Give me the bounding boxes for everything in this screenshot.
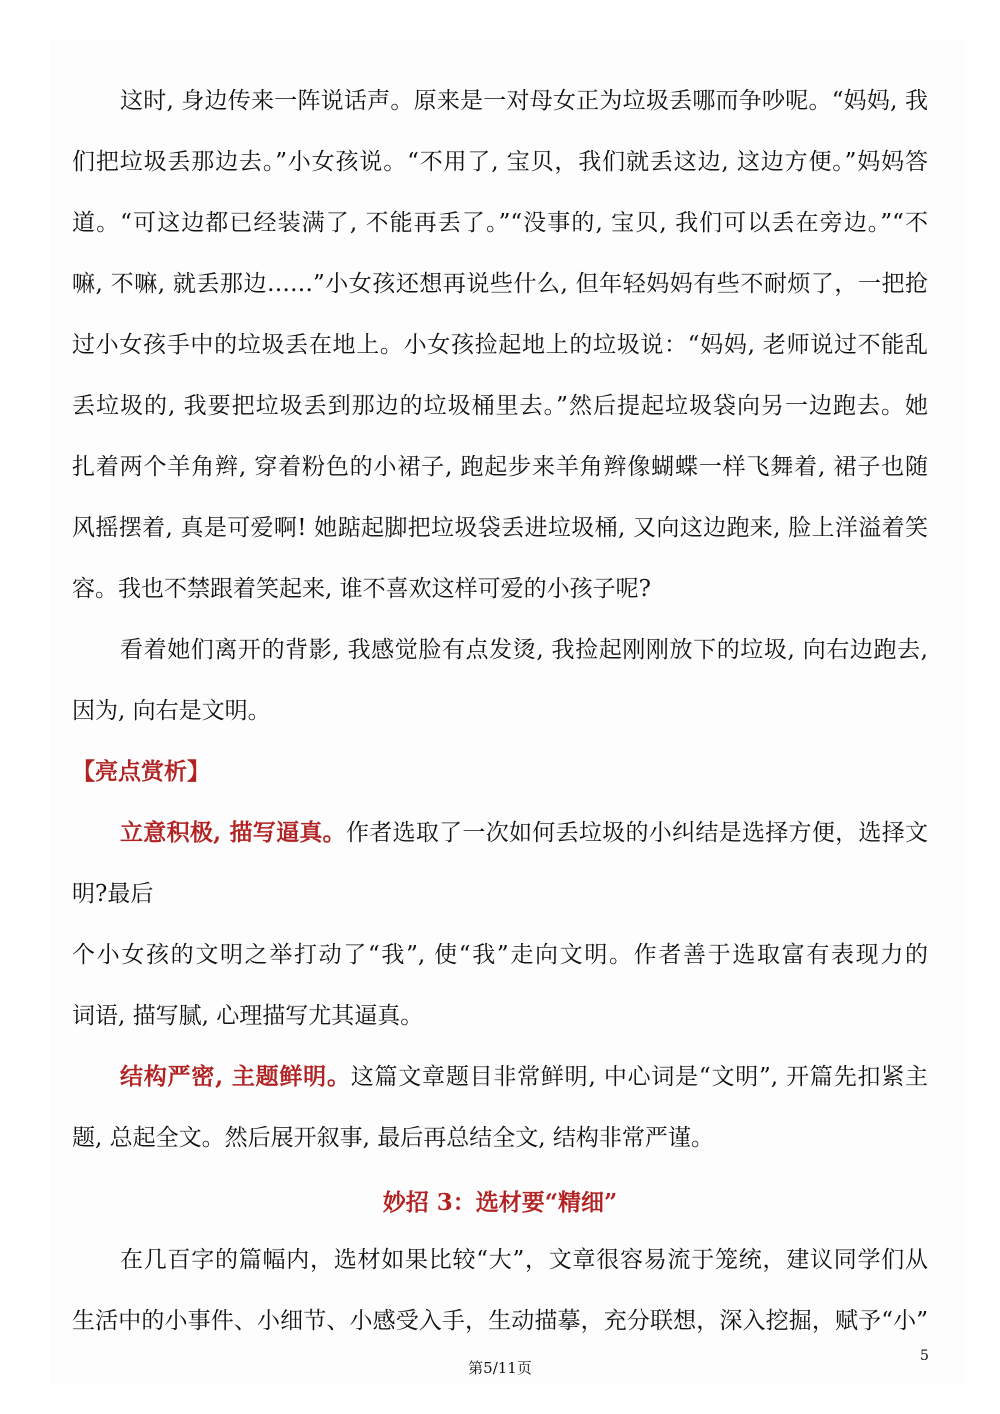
- line-text: 看着她们离开的背影, 我感觉脸有点发烫, 我捡起刚刚放下的垃圾, 向右边跑去,: [120, 637, 928, 663]
- text-line: [72, 391, 928, 421]
- line-text: 词语, 描写腻, 心理描写尤其逼真。: [72, 1003, 424, 1029]
- line-text: 因为, 向右是文明。: [72, 698, 271, 724]
- page-number: 5: [920, 1348, 929, 1364]
- line-text: 在几百字的篇幅内，选材如果比较“大”，文章很容易流于笼统，建议同学们从: [120, 1247, 928, 1273]
- text-line: [72, 574, 928, 604]
- text-line: [72, 1123, 928, 1153]
- line-text: 题, 总起全文。然后展开叙事, 最后再总结全文, 结构非常严谨。: [72, 1125, 714, 1151]
- line-text: 生活中的小事件、小细节、小感受入手，生动描摹，充分联想，深入挖掘，赋予“小”: [72, 1308, 928, 1334]
- line-text: 风摇摆着, 真是可爱啊! 她踮起脚把垃圾袋丢进垃圾桶, 又向这边跑来, 脸上洋溢着笑: [72, 515, 928, 541]
- line-text: 过小女孩手中的垃圾丢在地上。小女孩捡起地上的垃圾说：“妈妈, 老师说过不能乱: [72, 332, 928, 358]
- line-text: 丢垃圾的, 我要把垃圾丢到那边的垃圾桶里去。”然后提起垃圾袋向另一边跑去。她: [72, 393, 928, 419]
- text-line: [72, 879, 928, 909]
- text-line: [72, 147, 928, 177]
- line-text: 扎着两个羊角辫, 穿着粉色的小裙子, 跑起步来羊角辫像蝴蝶一样飞舞着, 裙子也随: [72, 454, 928, 480]
- text-line: [120, 1062, 928, 1092]
- text-line: [72, 1306, 928, 1336]
- text-line: [72, 452, 928, 482]
- text-line: [120, 818, 928, 848]
- text-line: [72, 269, 928, 299]
- highlight-lead: 结构严密, 主题鲜明。: [120, 1063, 351, 1090]
- line-text: 作者选取了一次如何丢垃圾的小纠结是选择方便，选择文: [345, 820, 928, 846]
- line-text: 嘛, 不嘛, 就丢那边……”小女孩还想再说些什么, 但年轻妈妈有些不耐烦了，一把抢: [72, 271, 928, 297]
- line-text: 个小女孩的文明之举打动了“我”, 使“我”走向文明。作者善于选取富有表现力的: [72, 942, 928, 968]
- line-text: 这篇文章题目非常鲜明, 中心词是“文明”, 开篇先扣紧主: [350, 1064, 928, 1090]
- text-line: [72, 696, 928, 726]
- text-line: [120, 635, 928, 665]
- highlight-lead: 立意积极, 描写逼真。: [120, 819, 346, 846]
- text-line: [72, 330, 928, 360]
- line-text: 道。“可这边都已经装满了, 不能再丢了。”“没事的, 宝贝, 我们可以丢在旁边。”“不: [72, 210, 928, 236]
- highlight-lead: 【亮点赏析】: [72, 758, 210, 785]
- section-heading: 妙招 3：选材要“精细”: [382, 1189, 618, 1216]
- text-line: [120, 86, 928, 116]
- text-line: [72, 757, 928, 787]
- line-text: 容。我也不禁跟着笑起来, 谁不喜欢这样可爱的小孩子呢?: [72, 576, 651, 602]
- line-text: 明?最后: [72, 881, 154, 907]
- text-line: [120, 1245, 928, 1275]
- text-line: [72, 1001, 928, 1031]
- page-footer: 第5/11页: [468, 1359, 532, 1377]
- text-line: [72, 208, 928, 238]
- line-text: 这时, 身边传来一阵说话声。原来是一对母女正为垃圾丢哪而争吵呢。“妈妈, 我: [120, 88, 928, 114]
- text-line: [72, 513, 928, 543]
- text-line: [72, 940, 928, 970]
- line-text: 们把垃圾丢那边去。”小女孩说。“不用了, 宝贝，我们就丢这边, 这边方便。”妈妈答: [72, 149, 928, 175]
